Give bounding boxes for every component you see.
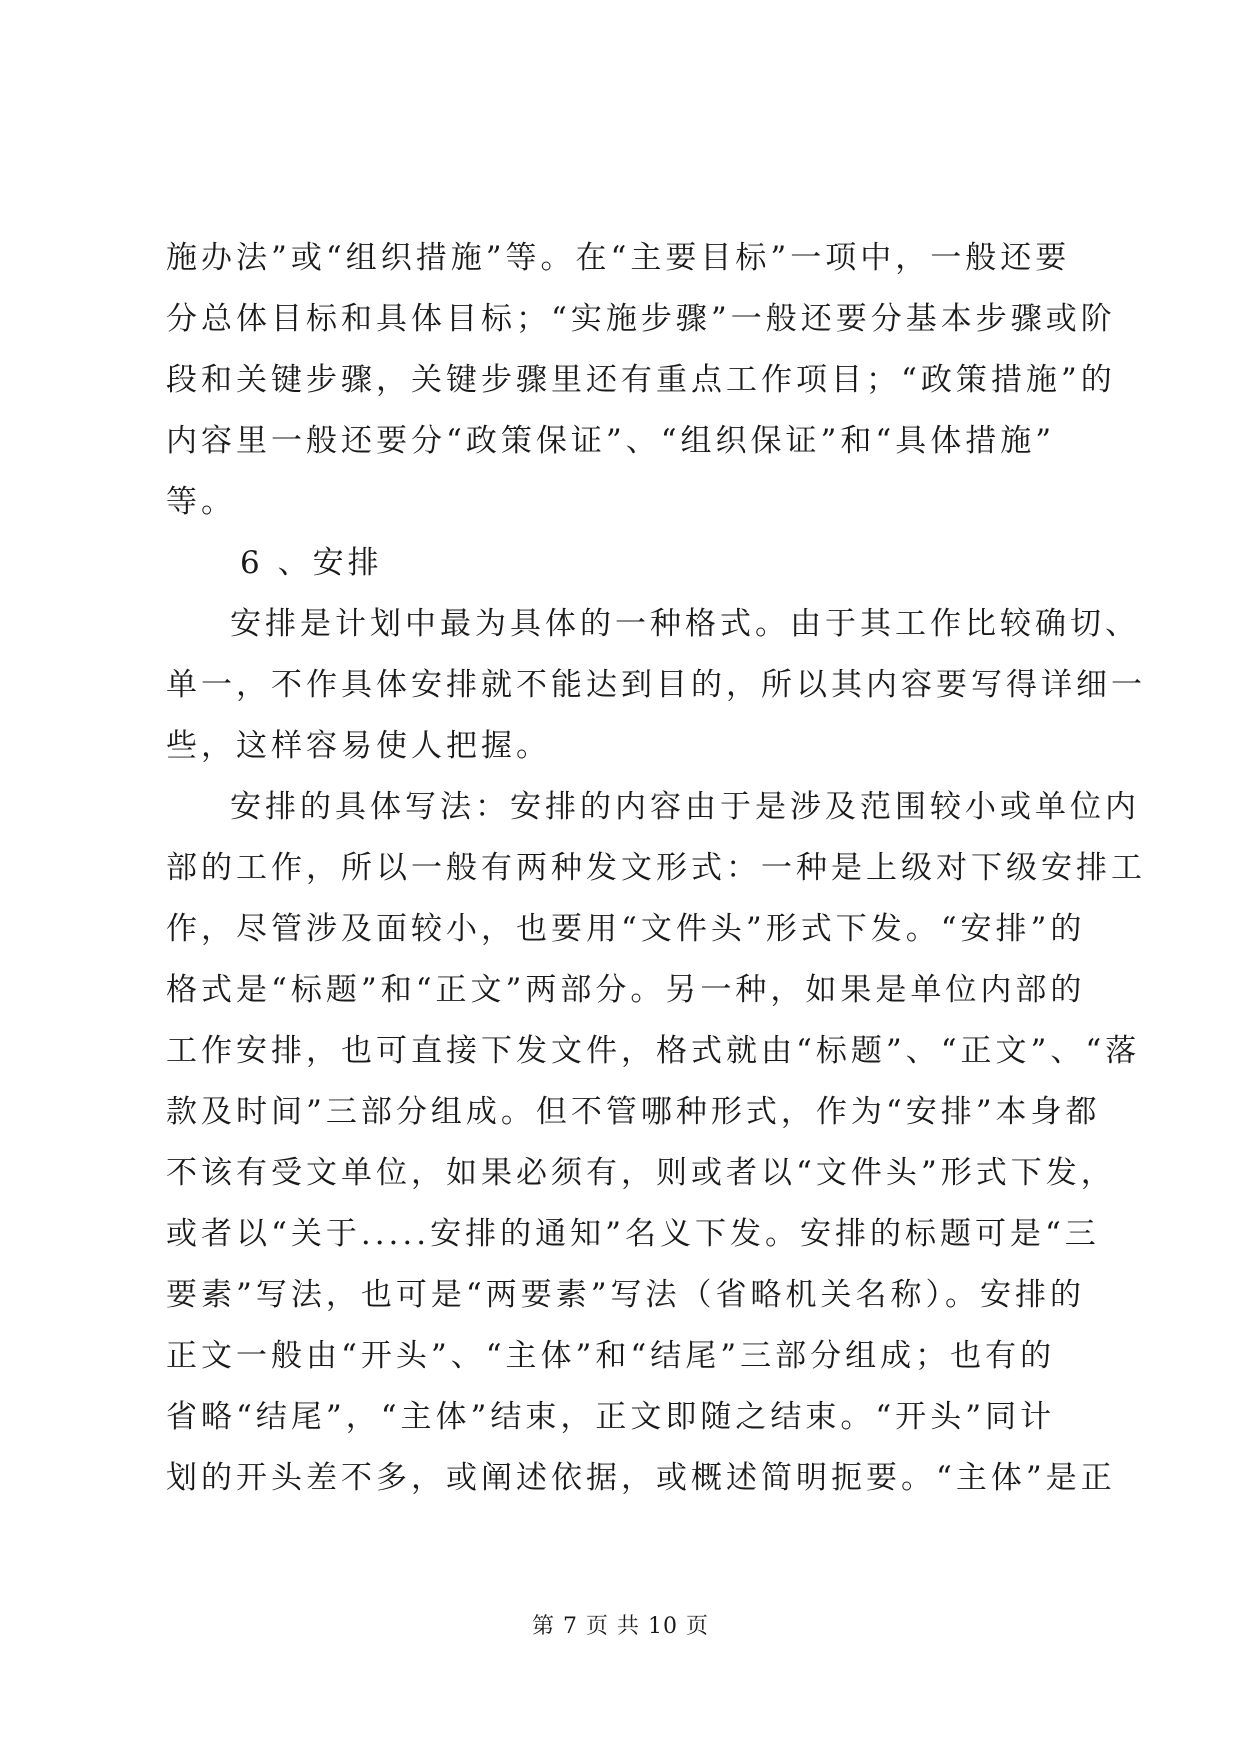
paragraph-intro bbox=[166, 594, 1146, 777]
text-line: 安排是计划中最为具体的一种格式。由于其工作比较确切、 bbox=[230, 606, 1140, 642]
paragraph-continued bbox=[166, 228, 1116, 533]
text-line: 省略“结尾”，“主体”结束，正文即随之结束。“开头”同计 bbox=[166, 1399, 1056, 1435]
text-line: 等。 bbox=[166, 484, 236, 520]
page-number-footer: 第 7 页 共 10 页 bbox=[532, 1614, 709, 1639]
text-line: 段和关键步骤，关键步骤里还有重点工作项目；“政策措施”的 bbox=[166, 362, 1116, 398]
text-line: 划的开头差不多，或阐述依据，或概述简明扼要。“主体”是正 bbox=[166, 1460, 1116, 1496]
text-line: 作，尽管涉及面较小，也要用“文件头”形式下发。“安排”的 bbox=[166, 911, 1086, 947]
text-line: 工作安排，也可直接下发文件，格式就由“标题”、“正文”、“落 bbox=[166, 1033, 1141, 1069]
text-line: 单一，不作具体安排就不能达到目的，所以其内容要写得详细一 bbox=[166, 667, 1146, 703]
paragraph-method bbox=[166, 777, 1146, 1509]
body-text bbox=[166, 228, 1146, 1509]
text-line: 要素”写法，也可是“两要素”写法（省略机关名称）。安排的 bbox=[166, 1277, 1086, 1313]
heading-line: 6 、安排 bbox=[240, 545, 383, 581]
text-line: 内容里一般还要分“政策保证”、“组织保证”和“具体措施” bbox=[166, 423, 1056, 459]
text-line: 格式是“标题”和“正文”两部分。另一种，如果是单位内部的 bbox=[166, 972, 1086, 1008]
text-line: 款及时间”三部分组成。但不管哪种形式，作为“安排”本身都 bbox=[166, 1094, 1101, 1130]
text-line: 施办法”或“组织措施”等。在“主要目标”一项中，一般还要 bbox=[166, 240, 1071, 276]
text-line: 部的工作，所以一般有两种发文形式：一种是上级对下级安排工 bbox=[166, 850, 1146, 886]
text-line: 分总体目标和具体目标；“实施步骤”一般还要分基本步骤或阶 bbox=[166, 301, 1116, 337]
text-line: 正文一般由“开头”、“主体”和“结尾”三部分组成；也有的 bbox=[166, 1338, 1056, 1374]
section-heading bbox=[166, 533, 1086, 594]
text-line: 些，这样容易使人把握。 bbox=[166, 728, 551, 764]
text-line: 不该有受文单位，如果必须有，则或者以“文件头”形式下发， bbox=[166, 1155, 1116, 1191]
text-line: 或者以“关于.....安排的通知”名义下发。安排的标题可是“三 bbox=[166, 1216, 1100, 1252]
text-line: 安排的具体写法：安排的内容由于是涉及范围较小或单位内 bbox=[230, 789, 1140, 825]
